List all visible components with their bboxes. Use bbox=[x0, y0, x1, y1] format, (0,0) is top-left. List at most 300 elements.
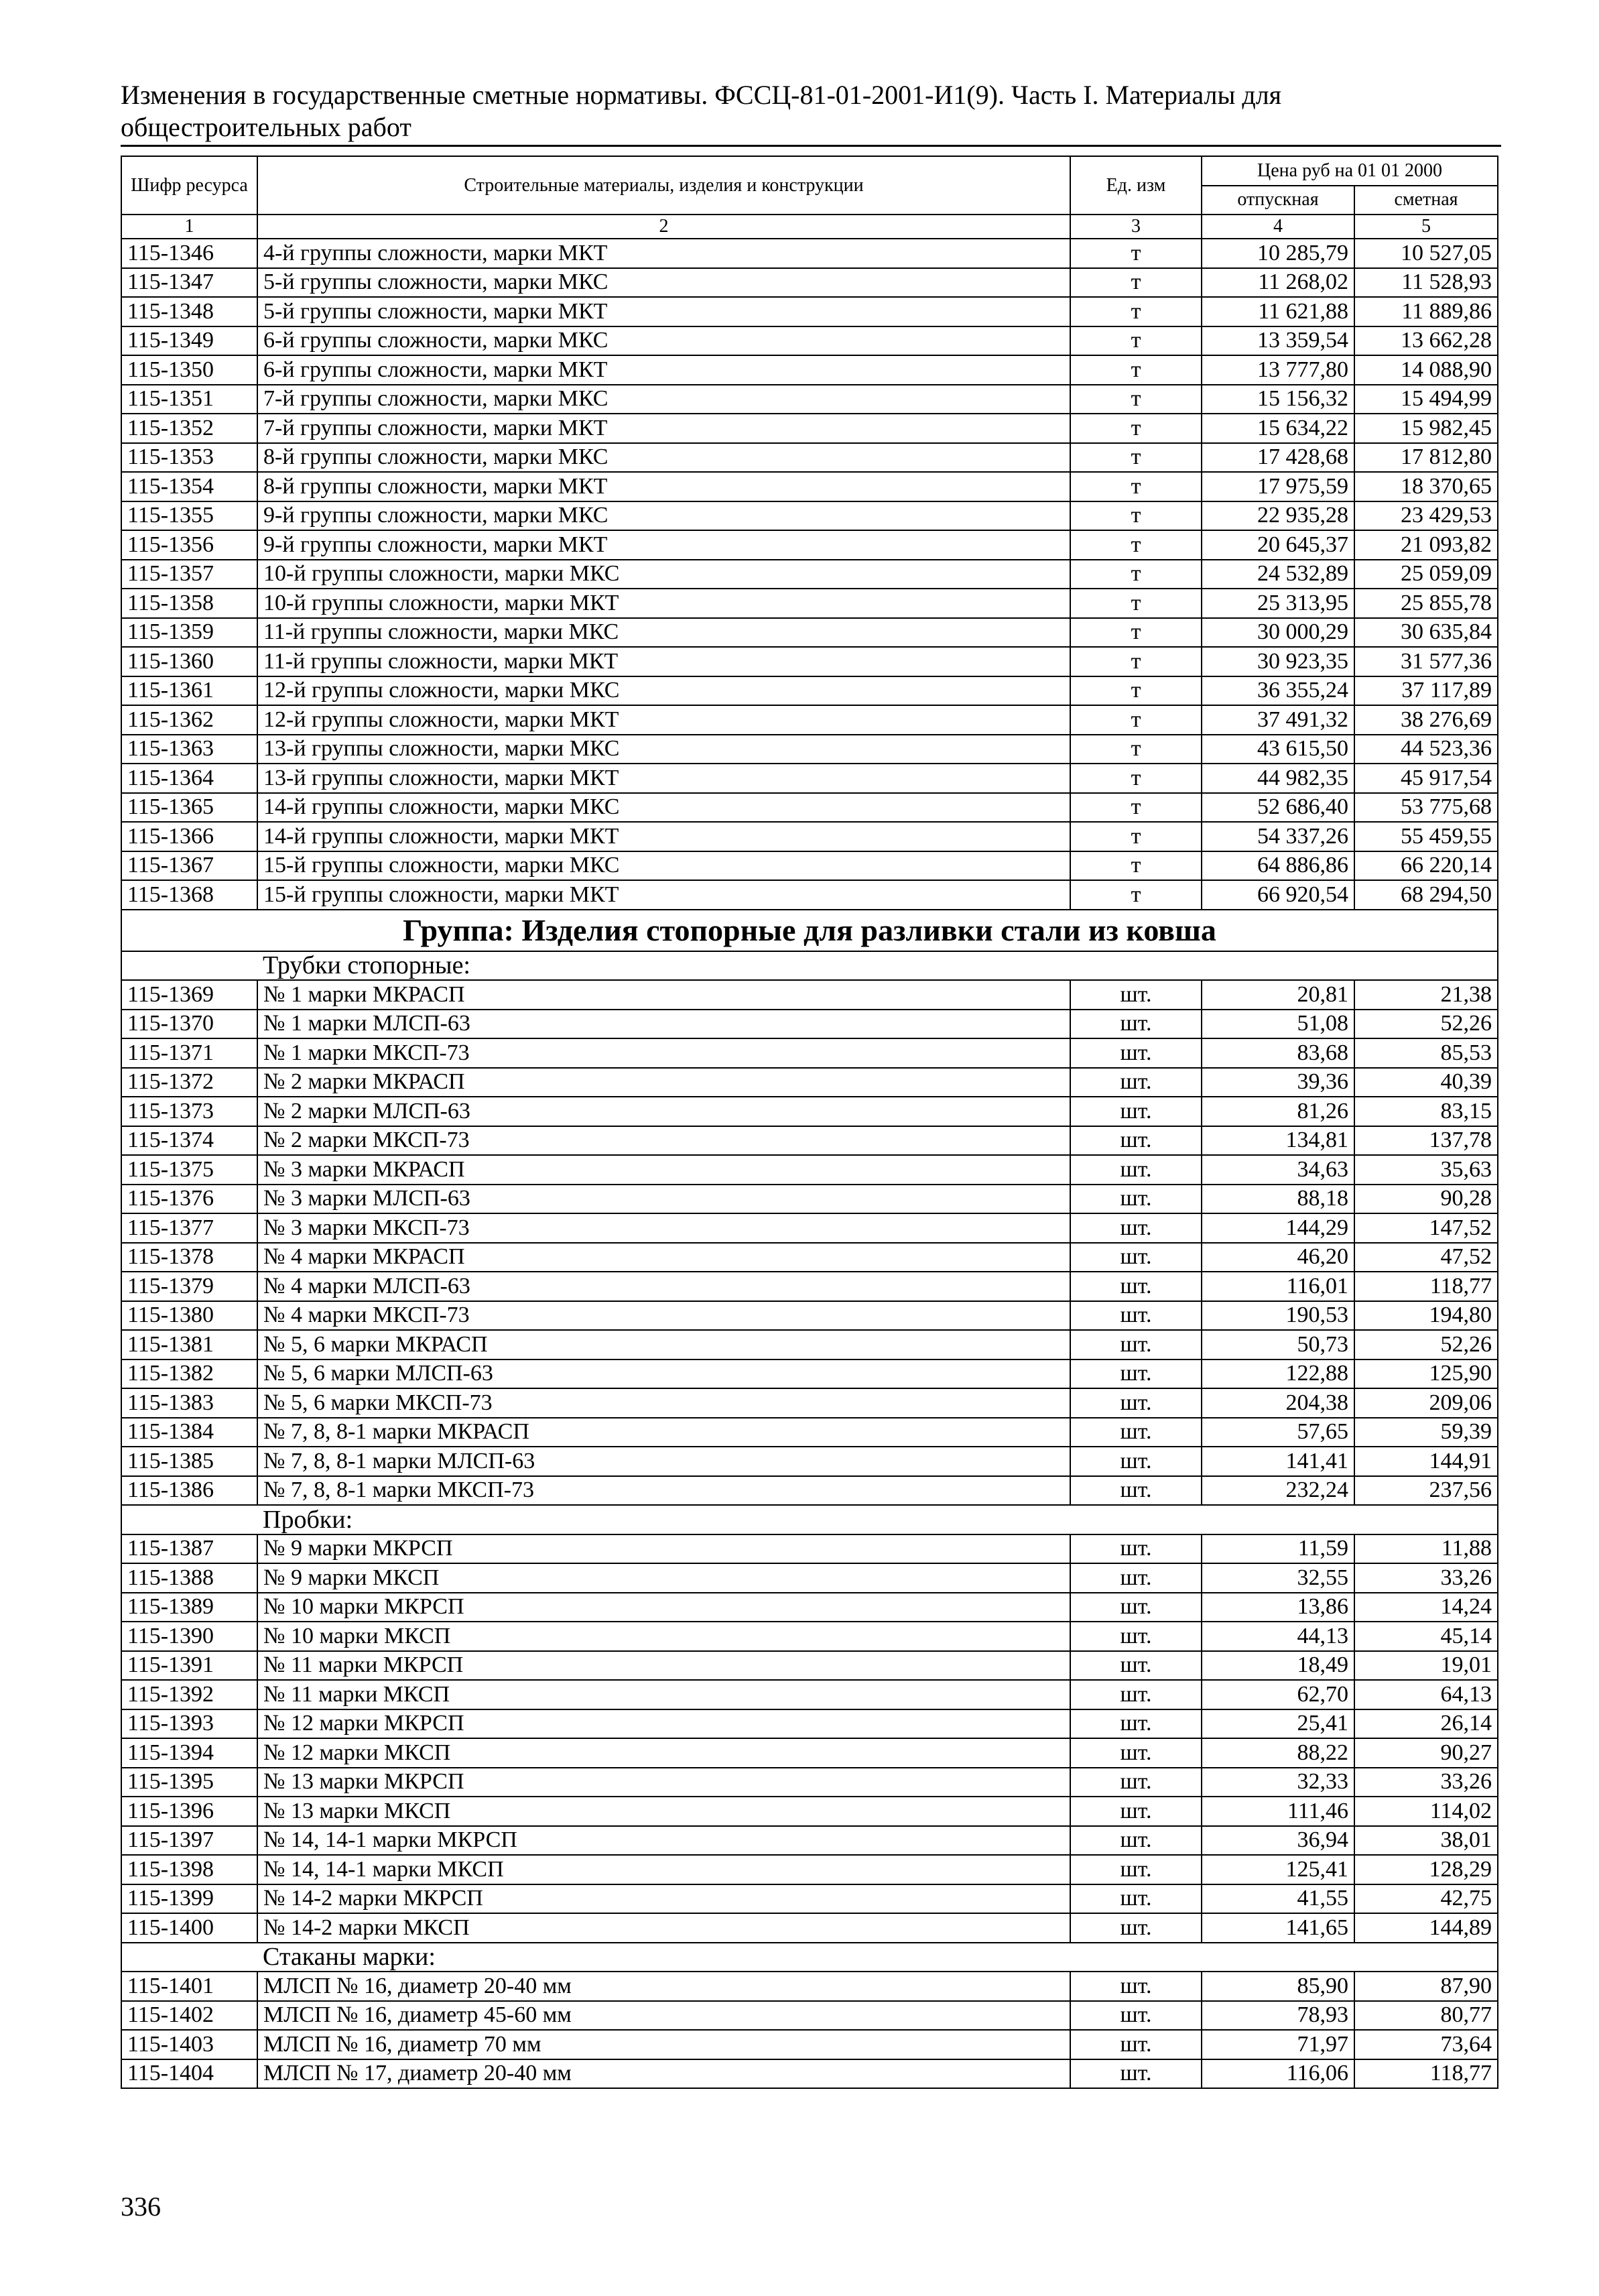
estimate-price: 18 370,65 bbox=[1354, 472, 1498, 501]
table-row bbox=[121, 1330, 1498, 1360]
table-row bbox=[121, 793, 1498, 823]
resource-code: 115-1351 bbox=[121, 385, 257, 414]
material-name: № 14, 14-1 марки МКСП bbox=[257, 1855, 1070, 1884]
group-title: Группа: Изделия стопорные для разливки стали из ковша bbox=[121, 910, 1498, 951]
estimate-price: 19,01 bbox=[1354, 1651, 1498, 1681]
material-name: 5-й группы сложности, марки МКС bbox=[257, 268, 1070, 298]
resource-code: 115-1350 bbox=[121, 355, 257, 385]
unit: т bbox=[1070, 676, 1202, 706]
table-row bbox=[121, 676, 1498, 706]
release-price: 134,81 bbox=[1202, 1126, 1354, 1156]
material-name: 9-й группы сложности, марки МКТ bbox=[257, 530, 1070, 560]
column-header-estimate: сметная bbox=[1354, 186, 1498, 215]
estimate-price: 137,78 bbox=[1354, 1126, 1498, 1156]
unit: шт. bbox=[1070, 1447, 1202, 1476]
release-price: 32,55 bbox=[1202, 1563, 1354, 1593]
unit: т bbox=[1070, 735, 1202, 764]
column-number: 3 bbox=[1070, 215, 1202, 239]
table-row bbox=[121, 764, 1498, 793]
unit: шт. bbox=[1070, 1476, 1202, 1506]
group-title-row bbox=[121, 910, 1498, 951]
unit: шт. bbox=[1070, 1213, 1202, 1243]
release-price: 64 886,86 bbox=[1202, 851, 1354, 881]
resource-code: 115-1390 bbox=[121, 1622, 257, 1651]
estimate-price: 38 276,69 bbox=[1354, 705, 1498, 735]
unit: шт. bbox=[1070, 1797, 1202, 1826]
estimate-price: 14 088,90 bbox=[1354, 355, 1498, 385]
unit: шт. bbox=[1070, 1010, 1202, 1039]
estimate-price: 55 459,55 bbox=[1354, 822, 1498, 851]
column-number-row bbox=[121, 215, 1498, 239]
material-name: 6-й группы сложности, марки МКС bbox=[257, 326, 1070, 356]
resource-code: 115-1398 bbox=[121, 1855, 257, 1884]
material-name: № 7, 8, 8-1 марки МКРАСП bbox=[257, 1418, 1070, 1447]
resource-code: 115-1372 bbox=[121, 1068, 257, 1097]
resource-code: 115-1397 bbox=[121, 1826, 257, 1856]
subgroup-title-row bbox=[121, 951, 1498, 981]
estimate-price: 11,88 bbox=[1354, 1534, 1498, 1564]
estimate-price: 42,75 bbox=[1354, 1884, 1498, 1914]
resource-code: 115-1384 bbox=[121, 1418, 257, 1447]
material-name: МЛСП № 16, диаметр 45-60 мм bbox=[257, 2001, 1070, 2031]
estimate-price: 90,27 bbox=[1354, 1738, 1498, 1768]
unit: т bbox=[1070, 355, 1202, 385]
release-price: 44 982,35 bbox=[1202, 764, 1354, 793]
estimate-price: 52,26 bbox=[1354, 1330, 1498, 1360]
unit: шт. bbox=[1070, 1622, 1202, 1651]
estimate-price: 114,02 bbox=[1354, 1797, 1498, 1826]
release-price: 32,33 bbox=[1202, 1768, 1354, 1797]
unit: шт. bbox=[1070, 1126, 1202, 1156]
material-name: № 5, 6 марки МКРАСП bbox=[257, 1330, 1070, 1360]
estimate-price: 144,91 bbox=[1354, 1447, 1498, 1476]
column-header-name: Строительные материалы, изделия и конструкции bbox=[257, 156, 1070, 215]
table-row bbox=[121, 980, 1498, 1010]
release-price: 141,41 bbox=[1202, 1447, 1354, 1476]
table-row bbox=[121, 501, 1498, 531]
estimate-price: 47,52 bbox=[1354, 1243, 1498, 1272]
resource-code: 115-1404 bbox=[121, 2059, 257, 2089]
material-name: № 10 марки МКСП bbox=[257, 1622, 1070, 1651]
material-name: 15-й группы сложности, марки МКТ bbox=[257, 880, 1070, 910]
estimate-price: 40,39 bbox=[1354, 1068, 1498, 1097]
material-name: 11-й группы сложности, марки МКС bbox=[257, 618, 1070, 648]
release-price: 17 428,68 bbox=[1202, 443, 1354, 473]
release-price: 111,46 bbox=[1202, 1797, 1354, 1826]
resource-code: 115-1377 bbox=[121, 1213, 257, 1243]
material-name: МЛСП № 16, диаметр 20-40 мм bbox=[257, 1972, 1070, 2001]
material-name: 13-й группы сложности, марки МКС bbox=[257, 735, 1070, 764]
material-name: № 13 марки МКСП bbox=[257, 1797, 1070, 1826]
material-name: МЛСП № 16, диаметр 70 мм bbox=[257, 2030, 1070, 2059]
resource-code: 115-1385 bbox=[121, 1447, 257, 1476]
material-name: 4-й группы сложности, марки МКТ bbox=[257, 239, 1070, 268]
resource-code: 115-1401 bbox=[121, 1972, 257, 2001]
release-price: 50,73 bbox=[1202, 1330, 1354, 1360]
unit: шт. bbox=[1070, 1068, 1202, 1097]
resource-code: 115-1374 bbox=[121, 1126, 257, 1156]
unit: т bbox=[1070, 326, 1202, 356]
resource-code: 115-1349 bbox=[121, 326, 257, 356]
resource-code: 115-1359 bbox=[121, 618, 257, 648]
material-name: № 2 марки МКРАСП bbox=[257, 1068, 1070, 1097]
release-price: 54 337,26 bbox=[1202, 822, 1354, 851]
table-row bbox=[121, 1534, 1498, 1564]
unit: т bbox=[1070, 268, 1202, 298]
release-price: 44,13 bbox=[1202, 1622, 1354, 1651]
header-row-1 bbox=[121, 156, 1498, 186]
material-name: 12-й группы сложности, марки МКТ bbox=[257, 705, 1070, 735]
unit: шт. bbox=[1070, 980, 1202, 1010]
unit: шт. bbox=[1070, 1826, 1202, 1856]
resource-code: 115-1376 bbox=[121, 1185, 257, 1214]
column-number: 2 bbox=[257, 215, 1070, 239]
release-price: 141,65 bbox=[1202, 1913, 1354, 1943]
estimate-price: 30 635,84 bbox=[1354, 618, 1498, 648]
estimate-price: 25 059,09 bbox=[1354, 560, 1498, 589]
table-row bbox=[121, 1038, 1498, 1068]
unit: т bbox=[1070, 472, 1202, 501]
table-row bbox=[121, 1185, 1498, 1214]
resource-code: 115-1363 bbox=[121, 735, 257, 764]
table-row bbox=[121, 618, 1498, 648]
resource-code: 115-1364 bbox=[121, 764, 257, 793]
release-price: 37 491,32 bbox=[1202, 705, 1354, 735]
table-row bbox=[121, 1855, 1498, 1884]
unit: шт. bbox=[1070, 1038, 1202, 1068]
estimate-price: 52,26 bbox=[1354, 1010, 1498, 1039]
material-name: 14-й группы сложности, марки МКТ bbox=[257, 822, 1070, 851]
table-row bbox=[121, 560, 1498, 589]
column-header-price: Цена руб на 01 01 2000 bbox=[1202, 156, 1498, 186]
unit: шт. bbox=[1070, 1388, 1202, 1418]
resource-code: 115-1387 bbox=[121, 1534, 257, 1564]
estimate-price: 37 117,89 bbox=[1354, 676, 1498, 706]
material-name: 8-й группы сложности, марки МКТ bbox=[257, 472, 1070, 501]
material-name: № 5, 6 марки МКСП-73 bbox=[257, 1388, 1070, 1418]
estimate-price: 25 855,78 bbox=[1354, 589, 1498, 618]
resource-code: 115-1368 bbox=[121, 880, 257, 910]
resource-code: 115-1394 bbox=[121, 1738, 257, 1768]
material-name: № 9 марки МКСП bbox=[257, 1563, 1070, 1593]
resource-code: 115-1378 bbox=[121, 1243, 257, 1272]
table-row bbox=[121, 1622, 1498, 1651]
material-name: № 9 марки МКРСП bbox=[257, 1534, 1070, 1564]
table-row bbox=[121, 1301, 1498, 1331]
resource-code: 115-1380 bbox=[121, 1301, 257, 1331]
unit: шт. bbox=[1070, 1360, 1202, 1389]
estimate-price: 38,01 bbox=[1354, 1826, 1498, 1856]
release-price: 125,41 bbox=[1202, 1855, 1354, 1884]
material-name: № 12 марки МКСП bbox=[257, 1738, 1070, 1768]
material-name: 10-й группы сложности, марки МКС bbox=[257, 560, 1070, 589]
resource-code: 115-1383 bbox=[121, 1388, 257, 1418]
resource-code: 115-1400 bbox=[121, 1913, 257, 1943]
unit: т bbox=[1070, 822, 1202, 851]
material-name: 5-й группы сложности, марки МКТ bbox=[257, 297, 1070, 326]
table-row bbox=[121, 1243, 1498, 1272]
material-name: 13-й группы сложности, марки МКТ bbox=[257, 764, 1070, 793]
release-price: 25 313,95 bbox=[1202, 589, 1354, 618]
material-name: № 4 марки МКРАСП bbox=[257, 1243, 1070, 1272]
material-name: 7-й группы сложности, марки МКС bbox=[257, 385, 1070, 414]
resource-code: 115-1352 bbox=[121, 414, 257, 443]
release-price: 25,41 bbox=[1202, 1709, 1354, 1739]
material-name: № 12 марки МКРСП bbox=[257, 1709, 1070, 1739]
table-row bbox=[121, 1972, 1498, 2001]
table-row bbox=[121, 472, 1498, 501]
resource-code: 115-1389 bbox=[121, 1593, 257, 1622]
release-price: 116,06 bbox=[1202, 2059, 1354, 2089]
estimate-price: 237,56 bbox=[1354, 1476, 1498, 1506]
release-price: 13 359,54 bbox=[1202, 326, 1354, 356]
release-price: 122,88 bbox=[1202, 1360, 1354, 1389]
release-price: 81,26 bbox=[1202, 1097, 1354, 1126]
unit: т bbox=[1070, 530, 1202, 560]
resource-code: 115-1367 bbox=[121, 851, 257, 881]
unit: т bbox=[1070, 647, 1202, 676]
material-name: № 10 марки МКРСП bbox=[257, 1593, 1070, 1622]
release-price: 51,08 bbox=[1202, 1010, 1354, 1039]
release-price: 13 777,80 bbox=[1202, 355, 1354, 385]
material-name: 7-й группы сложности, марки МКТ bbox=[257, 414, 1070, 443]
resource-code: 115-1373 bbox=[121, 1097, 257, 1126]
estimate-price: 128,29 bbox=[1354, 1855, 1498, 1884]
estimate-price: 85,53 bbox=[1354, 1038, 1498, 1068]
release-price: 20,81 bbox=[1202, 980, 1354, 1010]
table-row bbox=[121, 1709, 1498, 1739]
column-number: 5 bbox=[1354, 215, 1498, 239]
resource-code: 115-1386 bbox=[121, 1476, 257, 1506]
unit: шт. bbox=[1070, 1651, 1202, 1681]
column-number: 1 bbox=[121, 215, 257, 239]
unit: шт. bbox=[1070, 1680, 1202, 1709]
estimate-price: 14,24 bbox=[1354, 1593, 1498, 1622]
estimate-price: 147,52 bbox=[1354, 1213, 1498, 1243]
resource-code: 115-1393 bbox=[121, 1709, 257, 1739]
column-number: 4 bbox=[1202, 215, 1354, 239]
estimate-price: 80,77 bbox=[1354, 2001, 1498, 2031]
table-row bbox=[121, 1213, 1498, 1243]
unit: т bbox=[1070, 880, 1202, 910]
table-row bbox=[121, 1563, 1498, 1593]
material-name: № 3 марки МКСП-73 bbox=[257, 1213, 1070, 1243]
estimate-price: 73,64 bbox=[1354, 2030, 1498, 2059]
estimate-price: 11 889,86 bbox=[1354, 297, 1498, 326]
table-row bbox=[121, 2030, 1498, 2059]
release-price: 15 156,32 bbox=[1202, 385, 1354, 414]
release-price: 46,20 bbox=[1202, 1243, 1354, 1272]
estimate-price: 83,15 bbox=[1354, 1097, 1498, 1126]
material-name: 12-й группы сложности, марки МКС bbox=[257, 676, 1070, 706]
estimate-price: 26,14 bbox=[1354, 1709, 1498, 1739]
table-row bbox=[121, 851, 1498, 881]
unit: шт. bbox=[1070, 2030, 1202, 2059]
subgroup-title-row bbox=[121, 1505, 1498, 1534]
table-row bbox=[121, 1068, 1498, 1097]
release-price: 144,29 bbox=[1202, 1213, 1354, 1243]
estimate-price: 90,28 bbox=[1354, 1185, 1498, 1214]
release-price: 30 923,35 bbox=[1202, 647, 1354, 676]
release-price: 204,38 bbox=[1202, 1388, 1354, 1418]
unit: шт. bbox=[1070, 1709, 1202, 1739]
unit: шт. bbox=[1070, 1301, 1202, 1331]
estimate-price: 23 429,53 bbox=[1354, 501, 1498, 531]
subgroup-title: Стаканы марки: bbox=[121, 1943, 1498, 1972]
resource-code: 115-1396 bbox=[121, 1797, 257, 1826]
table-row bbox=[121, 2059, 1498, 2089]
table-row bbox=[121, 1388, 1498, 1418]
table-row bbox=[121, 297, 1498, 326]
resource-code: 115-1375 bbox=[121, 1155, 257, 1185]
release-price: 232,24 bbox=[1202, 1476, 1354, 1506]
release-price: 36,94 bbox=[1202, 1826, 1354, 1856]
table-row bbox=[121, 355, 1498, 385]
unit: т bbox=[1070, 793, 1202, 823]
unit: шт. bbox=[1070, 1913, 1202, 1943]
unit: т bbox=[1070, 705, 1202, 735]
release-price: 88,18 bbox=[1202, 1185, 1354, 1214]
material-name: № 1 марки МКСП-73 bbox=[257, 1038, 1070, 1068]
unit: шт. bbox=[1070, 1243, 1202, 1272]
resource-code: 115-1379 bbox=[121, 1272, 257, 1301]
unit: т bbox=[1070, 764, 1202, 793]
release-price: 78,93 bbox=[1202, 2001, 1354, 2031]
release-price: 18,49 bbox=[1202, 1651, 1354, 1681]
resource-code: 115-1388 bbox=[121, 1563, 257, 1593]
estimate-price: 44 523,36 bbox=[1354, 735, 1498, 764]
estimate-price: 66 220,14 bbox=[1354, 851, 1498, 881]
material-name: 14-й группы сложности, марки МКС bbox=[257, 793, 1070, 823]
unit: т bbox=[1070, 297, 1202, 326]
column-header-unit: Ед. изм bbox=[1070, 156, 1202, 215]
table-row bbox=[121, 530, 1498, 560]
release-price: 190,53 bbox=[1202, 1301, 1354, 1331]
material-name: № 3 марки МЛСП-63 bbox=[257, 1185, 1070, 1214]
estimate-price: 15 982,45 bbox=[1354, 414, 1498, 443]
estimate-price: 118,77 bbox=[1354, 1272, 1498, 1301]
material-name: № 2 марки МЛСП-63 bbox=[257, 1097, 1070, 1126]
table-row bbox=[121, 1884, 1498, 1914]
estimate-price: 31 577,36 bbox=[1354, 647, 1498, 676]
release-price: 116,01 bbox=[1202, 1272, 1354, 1301]
material-name: 10-й группы сложности, марки МКТ bbox=[257, 589, 1070, 618]
release-price: 88,22 bbox=[1202, 1738, 1354, 1768]
material-name: 6-й группы сложности, марки МКТ bbox=[257, 355, 1070, 385]
resource-code: 115-1382 bbox=[121, 1360, 257, 1389]
estimate-price: 15 494,99 bbox=[1354, 385, 1498, 414]
estimate-price: 33,26 bbox=[1354, 1768, 1498, 1797]
resource-code: 115-1360 bbox=[121, 647, 257, 676]
table-row bbox=[121, 268, 1498, 298]
material-name: 9-й группы сложности, марки МКС bbox=[257, 501, 1070, 531]
estimate-price: 125,90 bbox=[1354, 1360, 1498, 1389]
release-price: 36 355,24 bbox=[1202, 676, 1354, 706]
unit: шт. bbox=[1070, 1534, 1202, 1564]
table-row bbox=[121, 1418, 1498, 1447]
table-row bbox=[121, 705, 1498, 735]
estimate-price: 10 527,05 bbox=[1354, 239, 1498, 268]
release-price: 30 000,29 bbox=[1202, 618, 1354, 648]
table-row bbox=[121, 1447, 1498, 1476]
release-price: 85,90 bbox=[1202, 1972, 1354, 2001]
table-row bbox=[121, 589, 1498, 618]
resource-code: 115-1391 bbox=[121, 1651, 257, 1681]
column-header-code: Шифр ресурса bbox=[121, 156, 257, 215]
unit: т bbox=[1070, 414, 1202, 443]
table-row bbox=[121, 1680, 1498, 1709]
estimate-price: 53 775,68 bbox=[1354, 793, 1498, 823]
release-price: 11,59 bbox=[1202, 1534, 1354, 1564]
material-name: № 4 марки МКСП-73 bbox=[257, 1301, 1070, 1331]
table-row bbox=[121, 1272, 1498, 1301]
estimate-price: 144,89 bbox=[1354, 1913, 1498, 1943]
release-price: 22 935,28 bbox=[1202, 501, 1354, 531]
unit: т bbox=[1070, 385, 1202, 414]
estimate-price: 87,90 bbox=[1354, 1972, 1498, 2001]
material-name: № 11 марки МКРСП bbox=[257, 1651, 1070, 1681]
unit: т bbox=[1070, 560, 1202, 589]
unit: шт. bbox=[1070, 1418, 1202, 1447]
subgroup-title-row bbox=[121, 1943, 1498, 1972]
resource-code: 115-1369 bbox=[121, 980, 257, 1010]
unit: т bbox=[1070, 618, 1202, 648]
release-price: 83,68 bbox=[1202, 1038, 1354, 1068]
estimate-price: 209,06 bbox=[1354, 1388, 1498, 1418]
material-name: № 2 марки МКСП-73 bbox=[257, 1126, 1070, 1156]
unit: шт. bbox=[1070, 1768, 1202, 1797]
table-row bbox=[121, 1360, 1498, 1389]
table-row bbox=[121, 1738, 1498, 1768]
material-name: 15-й группы сложности, марки МКС bbox=[257, 851, 1070, 881]
material-name: № 11 марки МКСП bbox=[257, 1680, 1070, 1709]
material-name: МЛСП № 17, диаметр 20-40 мм bbox=[257, 2059, 1070, 2089]
release-price: 41,55 bbox=[1202, 1884, 1354, 1914]
release-price: 11 621,88 bbox=[1202, 297, 1354, 326]
release-price: 43 615,50 bbox=[1202, 735, 1354, 764]
resource-code: 115-1357 bbox=[121, 560, 257, 589]
column-header-release: отпускная bbox=[1202, 186, 1354, 215]
unit: шт. bbox=[1070, 1330, 1202, 1360]
material-name: № 4 марки МЛСП-63 bbox=[257, 1272, 1070, 1301]
resource-code: 115-1353 bbox=[121, 443, 257, 473]
release-price: 17 975,59 bbox=[1202, 472, 1354, 501]
resource-code: 115-1362 bbox=[121, 705, 257, 735]
resource-code: 115-1361 bbox=[121, 676, 257, 706]
material-name: № 7, 8, 8-1 марки МКСП-73 bbox=[257, 1476, 1070, 1506]
table-row bbox=[121, 1826, 1498, 1856]
resource-code: 115-1356 bbox=[121, 530, 257, 560]
unit: шт. bbox=[1070, 1185, 1202, 1214]
release-price: 39,36 bbox=[1202, 1068, 1354, 1097]
table-row bbox=[121, 1010, 1498, 1039]
resource-code: 115-1355 bbox=[121, 501, 257, 531]
table-row bbox=[121, 1593, 1498, 1622]
table-row bbox=[121, 326, 1498, 356]
release-price: 10 285,79 bbox=[1202, 239, 1354, 268]
unit: т bbox=[1070, 443, 1202, 473]
unit: шт. bbox=[1070, 1593, 1202, 1622]
unit: шт. bbox=[1070, 2059, 1202, 2089]
table-row bbox=[121, 1797, 1498, 1826]
resource-code: 115-1402 bbox=[121, 2001, 257, 2031]
table-row bbox=[121, 1476, 1498, 1506]
release-price: 52 686,40 bbox=[1202, 793, 1354, 823]
resource-code: 115-1371 bbox=[121, 1038, 257, 1068]
resource-code: 115-1354 bbox=[121, 472, 257, 501]
table-row bbox=[121, 1651, 1498, 1681]
unit: шт. bbox=[1070, 1855, 1202, 1884]
